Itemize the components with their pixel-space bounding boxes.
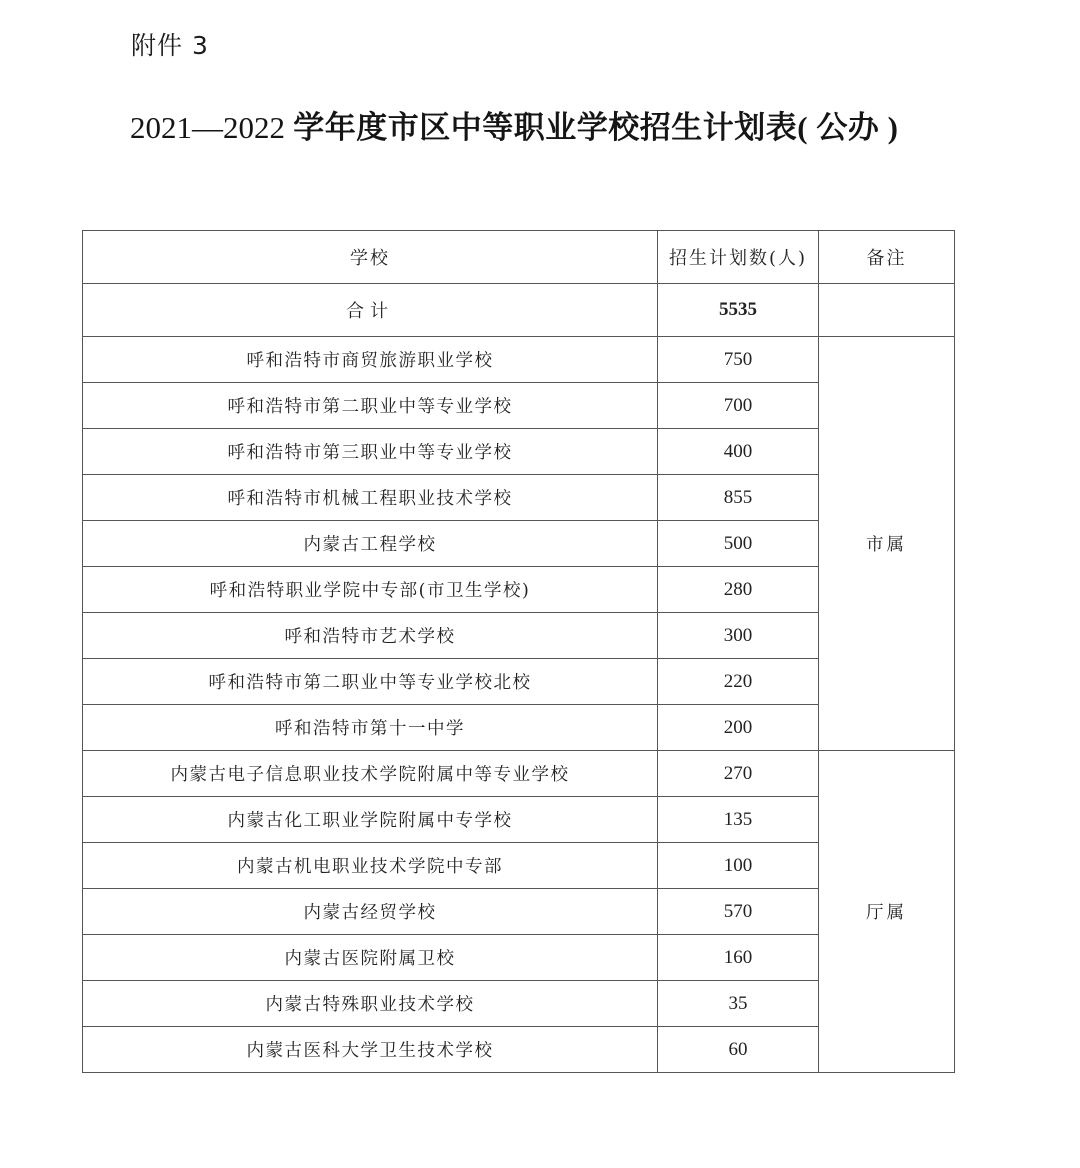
group-note-city: 市属 bbox=[819, 337, 955, 751]
table-row bbox=[83, 337, 955, 383]
school-name-cell: 呼和浩特市第二职业中等专业学校 bbox=[83, 383, 658, 429]
total-label: 合计 bbox=[83, 284, 658, 337]
enrollment-count-cell: 35 bbox=[658, 981, 819, 1027]
total-note-cell bbox=[819, 284, 955, 337]
enrollment-count-cell: 500 bbox=[658, 521, 819, 567]
enrollment-count-cell: 135 bbox=[658, 797, 819, 843]
school-name-cell: 呼和浩特市商贸旅游职业学校 bbox=[83, 337, 658, 383]
school-name-cell: 呼和浩特市第二职业中等专业学校北校 bbox=[83, 659, 658, 705]
table-row bbox=[83, 751, 955, 797]
school-name-cell: 内蒙古医院附属卫校 bbox=[83, 935, 658, 981]
table-header-row bbox=[83, 231, 955, 284]
document-title bbox=[130, 106, 898, 150]
column-header-count: 招生计划数(人) bbox=[658, 231, 819, 284]
enrollment-count-cell: 570 bbox=[658, 889, 819, 935]
column-header-school: 学校 bbox=[83, 231, 658, 284]
school-name-cell: 呼和浩特市第三职业中等专业学校 bbox=[83, 429, 658, 475]
total-value: 5535 bbox=[658, 284, 819, 337]
enrollment-count-cell: 300 bbox=[658, 613, 819, 659]
school-name-cell: 呼和浩特市艺术学校 bbox=[83, 613, 658, 659]
enrollment-count-cell: 855 bbox=[658, 475, 819, 521]
enrollment-plan-table bbox=[82, 230, 955, 1073]
enrollment-count-cell: 60 bbox=[658, 1027, 819, 1073]
enrollment-count-cell: 280 bbox=[658, 567, 819, 613]
enrollment-count-cell: 700 bbox=[658, 383, 819, 429]
attachment-label: 附件 3 bbox=[131, 31, 209, 60]
total-row bbox=[83, 284, 955, 337]
school-name-cell: 呼和浩特市机械工程职业技术学校 bbox=[83, 475, 658, 521]
enrollment-count-cell: 270 bbox=[658, 751, 819, 797]
school-name-cell: 呼和浩特市第十一中学 bbox=[83, 705, 658, 751]
group-note-department: 厅属 bbox=[819, 751, 955, 1073]
school-name-cell: 内蒙古特殊职业技术学校 bbox=[83, 981, 658, 1027]
enrollment-count-cell: 750 bbox=[658, 337, 819, 383]
school-name-cell: 内蒙古工程学校 bbox=[83, 521, 658, 567]
school-name-cell: 内蒙古机电职业技术学院中专部 bbox=[83, 843, 658, 889]
school-name-cell: 内蒙古化工职业学院附属中专学校 bbox=[83, 797, 658, 843]
enrollment-count-cell: 400 bbox=[658, 429, 819, 475]
school-name-cell: 呼和浩特职业学院中专部(市卫生学校) bbox=[83, 567, 658, 613]
title-year: 2021—2022 bbox=[130, 110, 285, 145]
enrollment-count-cell: 220 bbox=[658, 659, 819, 705]
school-name-cell: 内蒙古经贸学校 bbox=[83, 889, 658, 935]
enrollment-count-cell: 200 bbox=[658, 705, 819, 751]
column-header-note: 备注 bbox=[819, 231, 955, 284]
school-name-cell: 内蒙古医科大学卫生技术学校 bbox=[83, 1027, 658, 1073]
enrollment-count-cell: 160 bbox=[658, 935, 819, 981]
school-name-cell: 内蒙古电子信息职业技术学院附属中等专业学校 bbox=[83, 751, 658, 797]
enrollment-plan-table-container bbox=[82, 230, 954, 1073]
enrollment-count-cell: 100 bbox=[658, 843, 819, 889]
title-text: 学年度市区中等职业学校招生计划表( 公办 ) bbox=[293, 110, 899, 145]
